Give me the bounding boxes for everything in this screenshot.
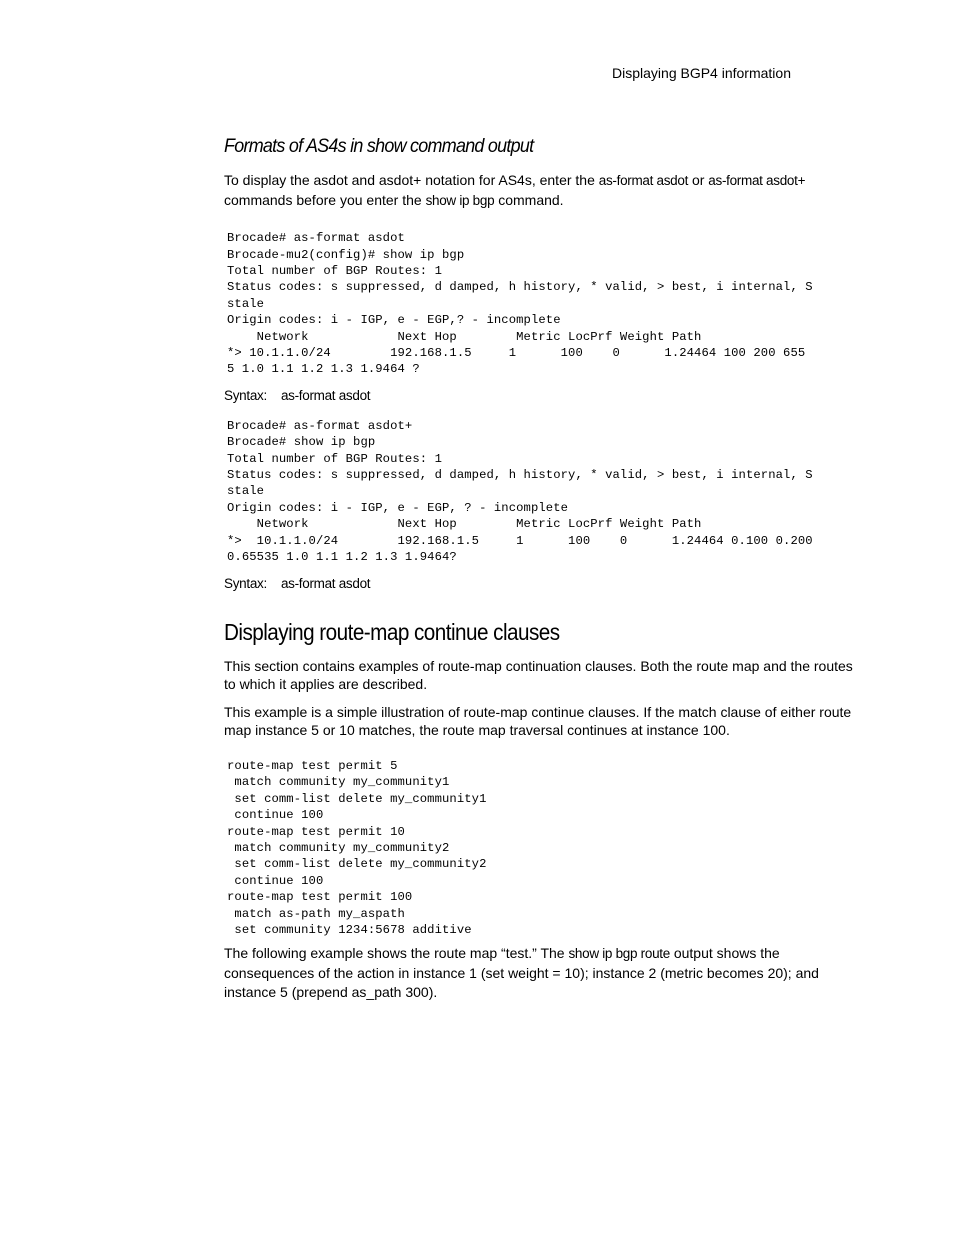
- syntax-line-asdot-2: [224, 575, 864, 593]
- page-content: [224, 134, 864, 1001]
- para3-text-2: output shows the consequences of the action in instance 1 (set weight = 10); instance 2 (metric becomes 20); and instance 5 (prepend as_path 300).: [224, 945, 819, 1000]
- code-example-route-map: route-map test permit 5 match community my_community1 set comm-list delete my_community1 continue 100 route-map test permit 10 match community my_community2 set comm-list delete my_community2 continue 100 route-map test permit 100 match as-path my_aspath set community 1234:5678 additive: [227, 758, 487, 937]
- code-example-asdot-plus: Brocade# as-format asdot+ Brocade# show ip bgp Total number of BGP Routes: 1 Status codes: s suppressed, d damped, h history, * valid, > best, i internal, S stale Origin codes: i - IGP, e - EGP, ? - incomplete Network Next Hop Metric LocPrf Weight Path *> 10.1.1.0/24 192.168.1.5 1 100 0 1.24464 0.100 0.200 0.65535 1.0 1.1 1.2 1.3 1.9464?: [227, 418, 813, 565]
- route-map-paragraph-3: [224, 944, 864, 1001]
- syntax-line-asdot: [224, 387, 864, 405]
- command-show-ip-bgp-route: show ip bgp route: [568, 946, 670, 962]
- syntax-command: as-format asdot: [280, 387, 371, 403]
- as4-intro-paragraph: [224, 171, 864, 210]
- section-heading-as4-formats: Formats of AS4s in show command output: [224, 135, 534, 157]
- route-map-paragraph-2: This example is a simple illustration of route-map continue clauses. If the match clause of either route map instance 5 or 10 matches, the route map traversal continues at instance 100.: [224, 703, 852, 739]
- syntax-label: Syntax:: [224, 387, 267, 403]
- command-show-ip-bgp: show ip bgp: [425, 192, 495, 208]
- para3-text-1: The following example shows the route map “test.” The: [224, 945, 569, 962]
- syntax-command: as-format asdot: [280, 575, 371, 591]
- syntax-label: Syntax:: [224, 575, 267, 591]
- command-as-format-asdot: as-format asdot: [598, 173, 689, 188]
- intro-text-1: To display the asdot and asdot+ notation for AS4s, enter the: [224, 172, 599, 188]
- intro-text-3: commands before you enter the: [224, 191, 426, 208]
- intro-text-4: command.: [494, 191, 564, 208]
- route-map-paragraph-1: This section contains examples of route-map continuation clauses. Both the route map and the routes to which it applies are described.: [224, 657, 853, 693]
- section-heading-route-map-continue: Displaying route-map continue clauses: [224, 618, 560, 645]
- command-as-format-asdot-plus: as-format asdot+: [708, 173, 806, 188]
- intro-text-2: or: [688, 172, 709, 188]
- running-header: Displaying BGP4 information: [612, 65, 791, 81]
- code-example-asdot: Brocade# as-format asdot Brocade-mu2(config)# show ip bgp Total number of BGP Routes: 1 Status codes: s suppressed, d damped, h history, * valid, > best, i internal, S stale Origin codes: i - IGP, e - EGP,? - incomplete Network Next Hop Metric LocPrf Weight Path *> 10.1.1.0/24 192.168.1.5 1 100 0 1.24464 100 200 655 5 1.0 1.1 1.2 1.3 1.9464 ?: [227, 231, 813, 377]
